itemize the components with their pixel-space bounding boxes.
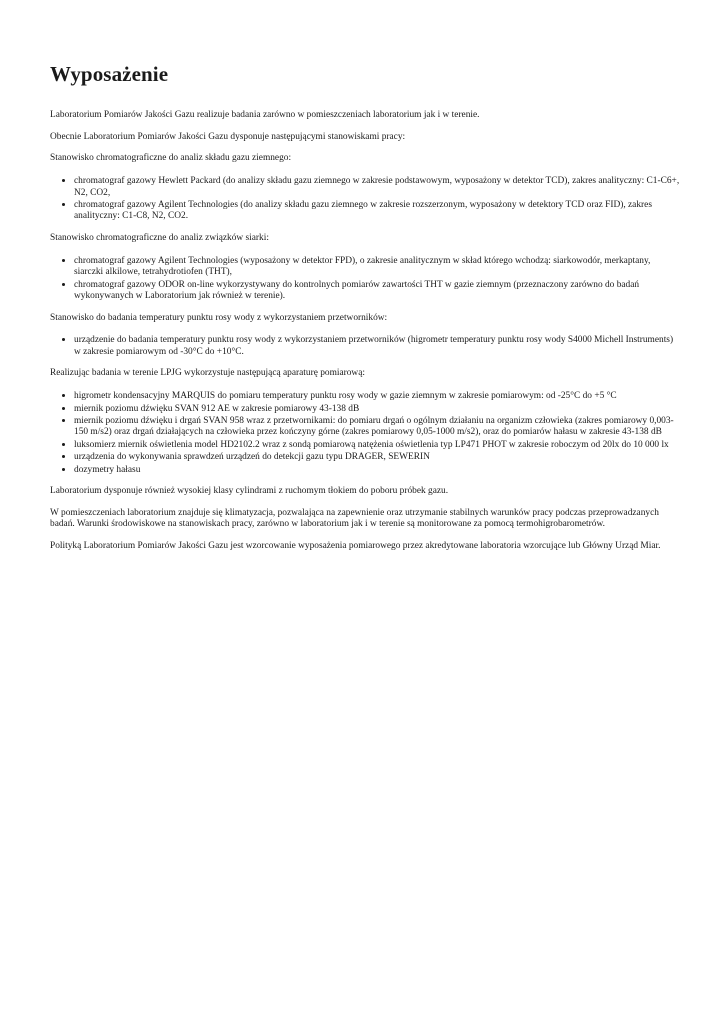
section-heading-sulfur: Stanowisko chromatograficzne do analiz związków siarki: [50, 233, 269, 244]
list-item: • luksomierz miernik oświetlenia model HD2102.2 wraz z sondą pomiarową natężenia oświetlenia typ LP471 PHOT w zakresie roboczym od 20lx do 10 000 lx [74, 439, 680, 451]
list-item: • chromatograf gazowy Agilent Technologies (wyposażony w detektor FPD), o zakresie analitycznym w skład którego wchodzą: siarkowodór, merkaptany, siarczki alkilowe, tetrahydrotiofen (THT), [74, 255, 680, 279]
list-item: • miernik poziomu dźwięku i drgań SVAN 958 wraz z przetwornikami: do pomiaru drgań o ogólnym działaniu na organizm człowieka (zakres pomiarowy 0,003-150 m/s2) oraz drgań działających na człowieka przez kończyny górne (zakres pomiarowy 0,05-1000 m/s2), oraz do pomiarów hałasu w zakresie 43-138 dB [74, 415, 680, 439]
document-body [50, 110, 680, 563]
cylinders-paragraph: Laboratorium dysponuje również wysokiej klasy cylindrami z ruchomym tłokiem do poboru próbek gazu. [50, 486, 449, 497]
list-item: • higrometr kondensacyjny MARQUIS do pomiaru temperatury punktu rosy wody w gazie ziemnym w zakresie pomiarowym: od -25°C do +5 °C [74, 390, 680, 402]
workstations-intro: Obecnie Laboratorium Pomiarów Jakości Gazu dysponuje następującymi stanowiskami pracy: [50, 131, 406, 142]
section-heading-dew-point: Stanowisko do badania temperatury punktu rosy wody z wykorzystaniem przetworników: [50, 312, 388, 323]
calibration-policy-paragraph: Polityką Laboratorium Pomiarów Jakości Gazu jest wzorcowanie wyposażenia pomiarowego przez akredytowane laboratoria wzorcujące lub Główny Urząd Miar. [50, 541, 661, 552]
dew-point-list [50, 334, 680, 358]
intro-paragraph: Laboratorium Pomiarów Jakości Gazu realizuje badania zarówno w pomieszczeniach laboratorium jak i w terenie. [50, 110, 480, 120]
list-item: • chromatograf gazowy Hewlett Packard (do analizy składu gazu ziemnego w zakresie podstawowym, wyposażony w detektor TCD), zakres analityczny: C1-C6+, N2, CO2, [74, 175, 680, 199]
page-title: Wyposażenie [50, 62, 169, 86]
field-equipment-list [50, 390, 680, 476]
list-item: • chromatograf gazowy ODOR on-line wykorzystywany do kontrolnych pomiarów zawartości THT w gazie ziemnym (przeznaczony zarówno do badań wykonywanych w Laboratorium jak również w terenie). [74, 279, 680, 303]
section-heading-field: Realizując badania w terenie LPJG wykorzystuje następującą aparaturę pomiarową: [50, 368, 365, 379]
list-item: • miernik poziomu dźwięku SVAN 912 AE w zakresie pomiarowy 43-138 dB [74, 403, 680, 415]
list-item: • urządzenie do badania temperatury punktu rosy wody z wykorzystaniem przetworników (higrometr temperatury punktu rosy wody S4000 Michell Instruments) w zakresie pomiarowym od -30°C do +10°C. [74, 334, 680, 358]
gas-composition-list [50, 175, 680, 223]
list-item: • dozymetry hałasu [74, 464, 680, 476]
list-item: • urządzenia do wykonywania sprawdzeń urządzeń do detekcji gazu typu DRAGER, SEWERIN [74, 451, 680, 463]
climate-paragraph: W pomieszczeniach laboratorium znajduje się klimatyzacja, pozwalająca na zapewnienie oraz utrzymanie stabilnych warunków pracy podczas przeprowadzanych badań. Warunki środowiskowe na stanowiskach pracy, zarówno w laboratorium jak i w terenie są monitorowane za pomocą termohigrobarometrów. [50, 508, 659, 530]
section-heading-gas-composition: Stanowisko chromatograficzne do analiz składu gazu ziemnego: [50, 153, 292, 164]
list-item: • chromatograf gazowy Agilent Technologies (do analizy składu gazu ziemnego w zakresie rozszerzonym, wyposażony w detektory TCD oraz FID), zakres analityczny: C1-C8, N2, CO2. [74, 199, 680, 223]
sulfur-list [50, 255, 680, 303]
